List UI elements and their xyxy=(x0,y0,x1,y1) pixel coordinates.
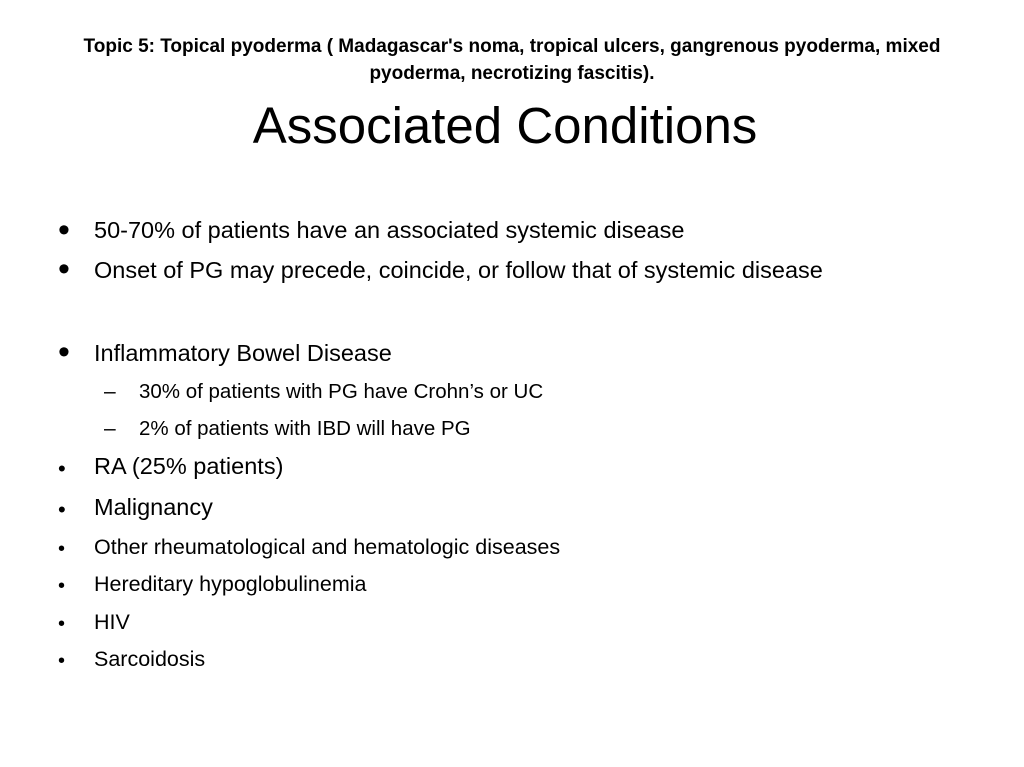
bullet-text: Malignancy xyxy=(94,494,213,520)
bullet-text: 50-70% of patients have an associated systemic disease xyxy=(94,217,685,243)
bullet-text: Other rheumatological and hematologic diseases xyxy=(94,535,561,559)
bullet-text: Sarcoidosis xyxy=(94,647,206,671)
bullet-text: Onset of PG may precede, coincide, or follow that of systemic disease xyxy=(94,257,823,283)
bullet-marker: • xyxy=(58,497,66,522)
bullet-marker: • xyxy=(58,575,66,597)
bullet-text: RA (25% patients) xyxy=(94,453,284,479)
dash-marker: – xyxy=(104,417,116,440)
bullet-marker: • xyxy=(58,538,66,560)
topic-heading-line-2: pyoderma, necrotizing fascitis). xyxy=(369,63,655,84)
slide-title: Associated Conditions xyxy=(252,97,758,154)
topic-heading xyxy=(20,33,1004,87)
dash-marker: – xyxy=(104,380,116,403)
sub-bullet-text: 30% of patients with PG have Crohn’s or UC xyxy=(139,380,544,403)
bullet-marker: • xyxy=(58,613,66,635)
bullet-text: Hereditary hypoglobulinemia xyxy=(94,572,367,596)
topic-heading-line-1: Topic 5: Topical pyoderma ( Madagascar's noma, tropical ulcers, gangrenous pyoderma, mixed xyxy=(83,36,941,57)
bullet-marker: • xyxy=(58,250,70,288)
sub-bullet-text: 2% of patients with IBD will have PG xyxy=(139,417,471,440)
bullet-text: HIV xyxy=(94,610,130,634)
bullet-marker: • xyxy=(58,650,66,672)
bullet-marker: • xyxy=(58,456,66,481)
bullet-marker: • xyxy=(58,211,70,249)
bullet-marker: • xyxy=(58,333,70,371)
bullet-text: Inflammatory Bowel Disease xyxy=(94,340,392,366)
